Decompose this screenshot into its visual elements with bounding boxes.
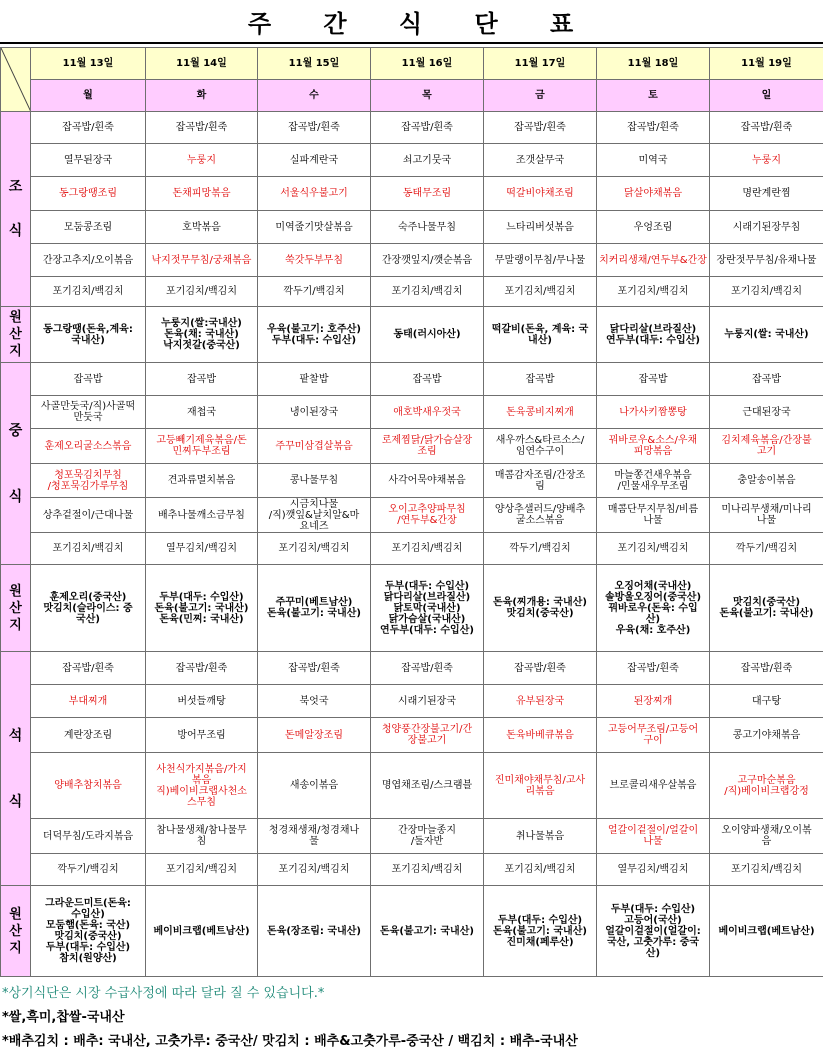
menu-cell: 사골만둣국/직)사골떡 만둣국 [31, 396, 146, 429]
origin-cell: 맛김치(중국산) 돈육(불고기: 국내산) [710, 565, 823, 652]
date-header: 11월 14일 [146, 48, 258, 80]
origin-row [1, 307, 823, 363]
menu-cell: 미역국 [597, 144, 710, 177]
menu-cell: 포기김치/백김치 [31, 277, 146, 307]
menu-cell: 주꾸미삼겹살볶음 [258, 429, 371, 464]
menu-cell: 잡곡밥/흰죽 [484, 652, 597, 685]
menu-cell: 팥찰밥 [258, 363, 371, 396]
menu-cell: 청경채생채/청경채나 물 [258, 819, 371, 854]
menu-cell: 누룽지 [710, 144, 823, 177]
origin-cell: 훈제오리(중국산) 맛김치(슬라이스: 중 국산) [31, 565, 146, 652]
menu-row [1, 718, 823, 753]
menu-cell: 브로콜리새우살볶음 [597, 753, 710, 819]
menu-cell: 포기김치/백김치 [371, 533, 484, 565]
menu-cell: 새송이볶음 [258, 753, 371, 819]
origin-cell: 돈육(장조림: 국내산) [258, 886, 371, 977]
menu-cell: 부대찌개 [31, 685, 146, 718]
menu-cell: 치커리생채/연두부&간장 [597, 244, 710, 277]
origin-cell: 닭다리살(브라질산) 연두부(대두: 수입산) [597, 307, 710, 363]
menu-cell: 유부된장국 [484, 685, 597, 718]
menu-cell: 사천식가지볶음/가지 볶음 직)베이비크랩사천소 스무침 [146, 753, 258, 819]
menu-cell: 돈메알장조림 [258, 718, 371, 753]
menu-cell: 청양풍간장불고기/간 장불고기 [371, 718, 484, 753]
menu-cell: 낙지젓무무침/궁채볶음 [146, 244, 258, 277]
origin-cell: 두부(대두: 수입산) 닭다리살(브라질산) 닭토막(국내산) 닭가슴살(국내산) 연두부(대두: 수입산) [371, 565, 484, 652]
menu-cell: 잡곡밥/흰죽 [597, 112, 710, 144]
menu-cell: 나가사키짬뽕탕 [597, 396, 710, 429]
menu-cell: 서울식우불고기 [258, 177, 371, 211]
diagonal-divider-icon [1, 48, 31, 112]
menu-cell: 호박볶음 [146, 211, 258, 244]
page-title: 주 간 식 단 표 [0, 0, 823, 44]
menu-cell: 된장찌개 [597, 685, 710, 718]
menu-cell: 더덕무침/도라지볶음 [31, 819, 146, 854]
menu-cell: 오이양파생채/오이볶 음 [710, 819, 823, 854]
menu-row [1, 533, 823, 565]
menu-cell: 꿔바로우&소스/우채 피망볶음 [597, 429, 710, 464]
menu-row [1, 685, 823, 718]
menu-cell: 콩나물무침 [258, 464, 371, 498]
date-header: 11월 13일 [31, 48, 146, 80]
menu-cell: 포기김치/백김치 [710, 854, 823, 886]
menu-cell: 잡곡밥/흰죽 [371, 652, 484, 685]
date-header: 11월 19일 [710, 48, 823, 80]
origin-row [1, 886, 823, 977]
menu-cell: 쑥갓두부무침 [258, 244, 371, 277]
menu-row [1, 112, 823, 144]
date-header: 11월 15일 [258, 48, 371, 80]
notes [2, 982, 820, 1054]
menu-cell: 배추나물깨소금무침 [146, 498, 258, 533]
menu-cell: 포기김치/백김치 [258, 854, 371, 886]
menu-cell: 포기김치/백김치 [597, 533, 710, 565]
origin-cell: 돈육(불고기: 국내산) [371, 886, 484, 977]
menu-cell: 잡곡밥/흰죽 [597, 652, 710, 685]
meal-label: 중 식 [1, 363, 31, 565]
menu-cell: 간장깻잎지/깻순볶음 [371, 244, 484, 277]
menu-cell: 시래기된장국 [371, 685, 484, 718]
menu-cell: 잡곡밥/흰죽 [31, 112, 146, 144]
menu-cell: 취나물볶음 [484, 819, 597, 854]
origin-cell: 베이비크랩(베트남산) [710, 886, 823, 977]
menu-cell: 포기김치/백김치 [484, 277, 597, 307]
menu-cell: 양상추샐러드/양배추 굴소스볶음 [484, 498, 597, 533]
menu-cell: 명란계란찜 [710, 177, 823, 211]
origin-row [1, 565, 823, 652]
menu-cell: 청포묵김치무침 /청포묵김가루무침 [31, 464, 146, 498]
menu-cell: 방어무조림 [146, 718, 258, 753]
menu-cell: 참나물생채/참나물무 침 [146, 819, 258, 854]
menu-cell: 명엽채조림/스크램블 [371, 753, 484, 819]
menu-cell: 상추겉절이/근대나물 [31, 498, 146, 533]
menu-cell: 매콤감자조림/간장조 림 [484, 464, 597, 498]
origin-cell: 오징어채(국내산) 솔방울오징어(중국산) 꿔바로우(돈육: 수입 산) 우육(채: 호주산) [597, 565, 710, 652]
menu-row [1, 464, 823, 498]
origin-cell: 그라운드미트(돈육: 수입산) 모둠햄(돈육: 국산) 맛김치(중국산) 두부(대두: 수입산) 참치(원양산) [31, 886, 146, 977]
weekday-header: 목 [371, 80, 484, 112]
menu-cell: 잡곡밥/흰죽 [31, 652, 146, 685]
menu-cell: 잡곡밥/흰죽 [484, 112, 597, 144]
menu-cell: 견과류멸치볶음 [146, 464, 258, 498]
menu-cell: 대구탕 [710, 685, 823, 718]
date-header: 11월 18일 [597, 48, 710, 80]
menu-row [1, 177, 823, 211]
menu-cell: 조갯살무국 [484, 144, 597, 177]
menu-cell: 잡곡밥 [484, 363, 597, 396]
origin-cell: 베이비크랩(베트남산) [146, 886, 258, 977]
origin-cell: 떡갈비(돈육, 계육: 국 내산) [484, 307, 597, 363]
menu-cell: 포기김치/백김치 [146, 854, 258, 886]
menu-cell: 돈육콩비지찌개 [484, 396, 597, 429]
menu-cell: 시래기된장무침 [710, 211, 823, 244]
menu-row [1, 211, 823, 244]
menu-cell: 포기김치/백김치 [371, 854, 484, 886]
menu-row [1, 753, 823, 819]
menu-row [1, 396, 823, 429]
origin-cell: 우육(불고기: 호주산) 두부(대두: 수입산) [258, 307, 371, 363]
menu-cell: 잡곡밥/흰죽 [146, 652, 258, 685]
header-corner [1, 48, 31, 112]
menu-cell: 사각어묵야채볶음 [371, 464, 484, 498]
menu-cell: 포기김치/백김치 [484, 854, 597, 886]
origin-label: 원 산 지 [1, 565, 31, 652]
menu-cell: 잡곡밥 [597, 363, 710, 396]
menu-cell: 열무김치/백김치 [146, 533, 258, 565]
weekday-header: 금 [484, 80, 597, 112]
menu-cell: 북엇국 [258, 685, 371, 718]
menu-cell: 깍두기/백김치 [258, 277, 371, 307]
menu-cell: 고등빼기제육볶음/돈 민찌두부조림 [146, 429, 258, 464]
menu-cell: 잡곡밥/흰죽 [710, 112, 823, 144]
menu-cell: 근대된장국 [710, 396, 823, 429]
origin-cell: 동태(러시아산) [371, 307, 484, 363]
menu-cell: 로제찜닭/닭가슴살장 조림 [371, 429, 484, 464]
origin-label: 원 산 지 [1, 307, 31, 363]
menu-cell: 진미채야채무침/고사 리볶음 [484, 753, 597, 819]
menu-cell: 잡곡밥 [371, 363, 484, 396]
menu-cell: 버섯들깨탕 [146, 685, 258, 718]
menu-cell: 고구마순볶음 /직)베이비크랩강정 [710, 753, 823, 819]
menu-cell: 깍두기/백김치 [710, 533, 823, 565]
menu-cell: 포기김치/백김치 [597, 277, 710, 307]
menu-cell: 잡곡밥/흰죽 [371, 112, 484, 144]
menu-cell: 동그랑땡조림 [31, 177, 146, 211]
menu-cell: 콩고기야채볶음 [710, 718, 823, 753]
origin-cell: 동그랑땡(돈육,계육: 국내산) [31, 307, 146, 363]
origin-cell: 두부(대두: 수입산) 돈육(불고기: 국내산) 돈육(민찌: 국내산) [146, 565, 258, 652]
menu-cell: 새우까스&타르소스/ 임연수구이 [484, 429, 597, 464]
menu-cell: 열무된장국 [31, 144, 146, 177]
note-rice-origin: *쌀,흑미,찹쌀-국내산 [2, 1010, 125, 1025]
menu-row [1, 363, 823, 396]
origin-cell: 주꾸미(베트남산) 돈육(불고기: 국내산) [258, 565, 371, 652]
menu-cell: 양배추참치볶음 [31, 753, 146, 819]
menu-cell: 미나리무생채/미나리 나물 [710, 498, 823, 533]
origin-cell: 두부(대두: 수입산) 돈육(불고기: 국내산) 진미채(페루산) [484, 886, 597, 977]
menu-row [1, 429, 823, 464]
menu-cell: 잡곡밥 [31, 363, 146, 396]
weekday-header: 월 [31, 80, 146, 112]
origin-label: 원 산 지 [1, 886, 31, 977]
menu-cell: 돈육바베큐볶음 [484, 718, 597, 753]
menu-cell: 잡곡밥/흰죽 [258, 112, 371, 144]
menu-cell: 김치제육볶음/간장불 고기 [710, 429, 823, 464]
menu-cell: 숙주나물무침 [371, 211, 484, 244]
menu-row [1, 244, 823, 277]
menu-cell: 시금치나물 /직)깻잎&날치알&마 요네즈 [258, 498, 371, 533]
menu-cell: 실파계란국 [258, 144, 371, 177]
menu-cell: 포기김치/백김치 [258, 533, 371, 565]
menu-cell: 고등어무조림/고등어 구이 [597, 718, 710, 753]
menu-cell: 잡곡밥/흰죽 [146, 112, 258, 144]
menu-cell: 쇠고기뭇국 [371, 144, 484, 177]
menu-cell: 오이고추양파무침 /연두부&간장 [371, 498, 484, 533]
weekday-header: 화 [146, 80, 258, 112]
menu-cell: 깍두기/백김치 [484, 533, 597, 565]
menu-cell: 닭살야채볶음 [597, 177, 710, 211]
menu-row [1, 277, 823, 307]
note-market-notice: *상기식단은 시장 수급사정에 따라 달라 질 수 있습니다.* [2, 986, 325, 1001]
menu-cell: 매콤단무지무침/비름 나물 [597, 498, 710, 533]
menu-cell: 잡곡밥/흰죽 [710, 652, 823, 685]
menu-cell: 우엉조림 [597, 211, 710, 244]
menu-cell: 누룽지 [146, 144, 258, 177]
meal-label: 조 식 [1, 112, 31, 307]
menu-cell: 돈채피망볶음 [146, 177, 258, 211]
weekday-header: 토 [597, 80, 710, 112]
menu-cell: 잡곡밥 [710, 363, 823, 396]
menu-cell: 열무김치/백김치 [597, 854, 710, 886]
weekday-header: 수 [258, 80, 371, 112]
menu-cell: 충알송이볶음 [710, 464, 823, 498]
origin-cell: 돈육(찌개용: 국내산) 맛김치(중국산) [484, 565, 597, 652]
menu-cell: 애호박새우젓국 [371, 396, 484, 429]
menu-row [1, 854, 823, 886]
menu-cell: 포기김치/백김치 [146, 277, 258, 307]
origin-cell: 두부(대두: 수입산) 고등어(국산) 얼갈이겉절이(얼갈이: 국산, 고춧가루: 중국 산) [597, 886, 710, 977]
menu-row [1, 652, 823, 685]
menu-cell: 떡갈비야채조림 [484, 177, 597, 211]
meal-label: 석 식 [1, 652, 31, 886]
menu-cell: 모둠콩조림 [31, 211, 146, 244]
menu-cell: 간장고추지/오이볶음 [31, 244, 146, 277]
menu-cell: 느타리버섯볶음 [484, 211, 597, 244]
menu-cell: 포기김치/백김치 [31, 533, 146, 565]
menu-row [1, 819, 823, 854]
menu-cell: 동태무조림 [371, 177, 484, 211]
menu-cell: 잡곡밥 [146, 363, 258, 396]
menu-row [1, 498, 823, 533]
menu-cell: 냉이된장국 [258, 396, 371, 429]
origin-cell: 누룽지(쌀: 국내산) [710, 307, 823, 363]
menu-cell: 잡곡밥/흰죽 [258, 652, 371, 685]
date-header: 11월 16일 [371, 48, 484, 80]
menu-cell: 무말랭이무침/무나물 [484, 244, 597, 277]
menu-cell: 계란장조림 [31, 718, 146, 753]
weekly-menu-table [0, 47, 823, 977]
menu-cell: 훈제오리굴소스볶음 [31, 429, 146, 464]
menu-cell: 얼갈이겉절이/얼갈이 나물 [597, 819, 710, 854]
note-kimchi-origin: *배추김치 : 배추: 국내산, 고춧가루: 중국산/ 맛김치 : 배추&고춧가루-중국산 / 백김치 : 배추-국내산 [2, 1034, 578, 1049]
menu-cell: 포기김치/백김치 [710, 277, 823, 307]
menu-row [1, 144, 823, 177]
menu-cell: 깍두기/백김치 [31, 854, 146, 886]
menu-cell: 장란젓무무침/유채나물 [710, 244, 823, 277]
menu-cell: 간장마늘종지 /둘자반 [371, 819, 484, 854]
date-header: 11월 17일 [484, 48, 597, 80]
weekday-header: 일 [710, 80, 823, 112]
menu-cell: 포기김치/백김치 [371, 277, 484, 307]
menu-cell: 마늘쫑건새우볶음 /민물새우무조림 [597, 464, 710, 498]
menu-cell: 재첩국 [146, 396, 258, 429]
origin-cell: 누룽지(쌀:국내산) 돈육(채: 국내산) 낙지젓갈(중국산) [146, 307, 258, 363]
menu-cell: 미역줄기맛살볶음 [258, 211, 371, 244]
